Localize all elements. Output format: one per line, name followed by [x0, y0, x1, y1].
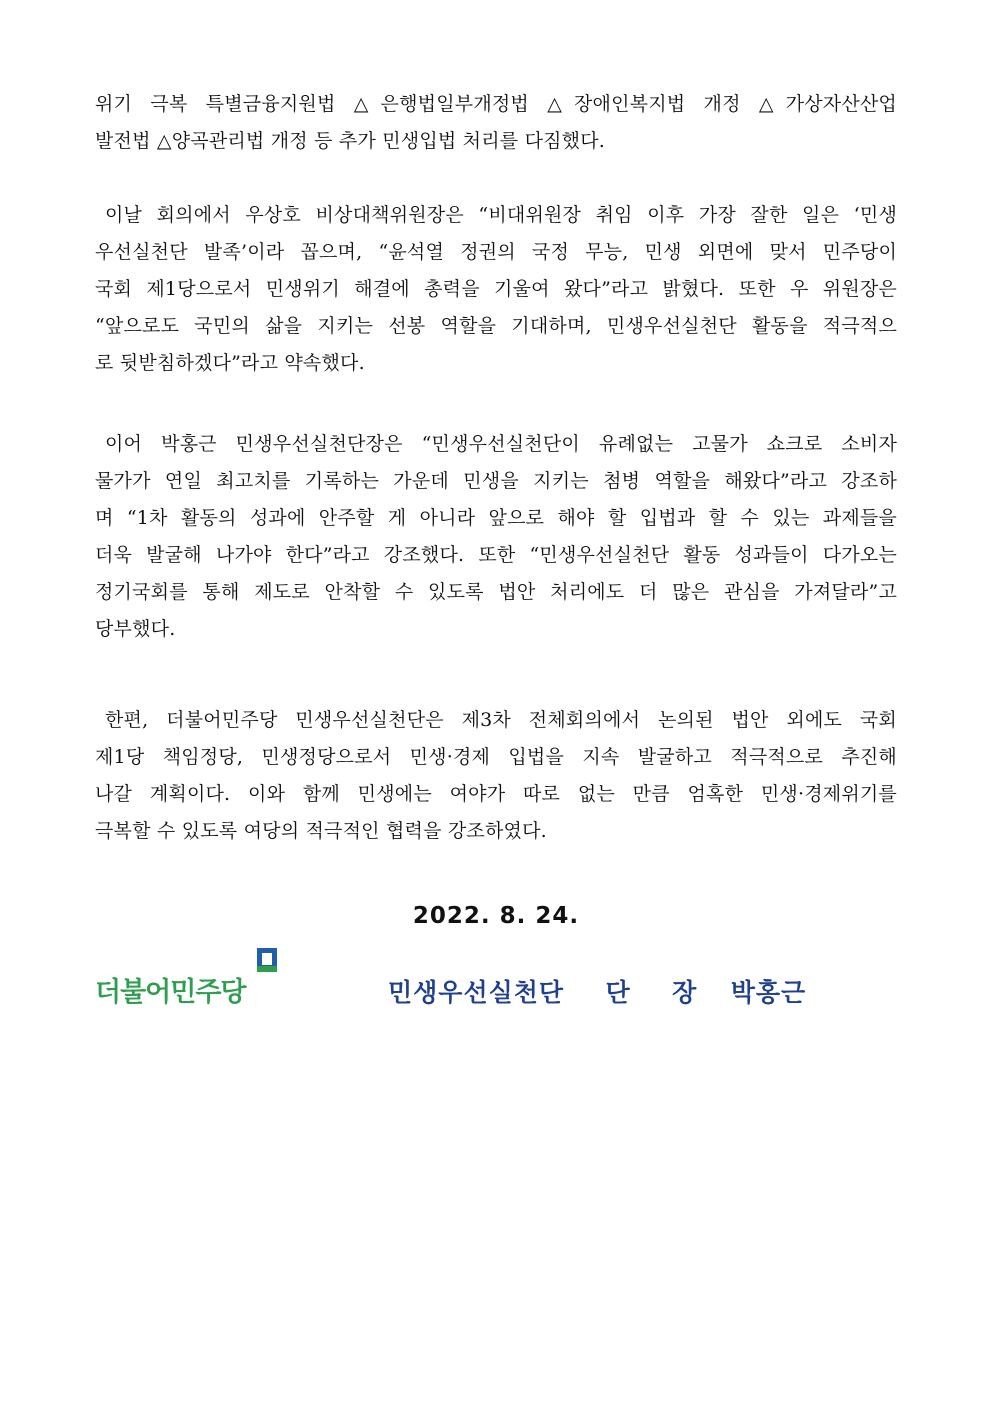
text-line: 발전법 △양곡관리법 개정 등 추가 민생입법 처리를 다짐했다.: [95, 130, 606, 152]
paragraph-3: [95, 426, 897, 648]
paragraph-4: [95, 702, 897, 850]
text-line-content: 이날 회의에서 우상호 비상대책위원장은 “비대위원장 취임 이후 가장 잘한 일은 ‘민생: [105, 204, 897, 226]
text-line: [95, 197, 897, 234]
text-line-content: 이어 박홍근 민생우선실천단장은 “민생우선실천단이 유례없는 고물가 쇼크로 소비자: [105, 433, 897, 455]
text-line: 로 뒷받침하겠다”라고 약속했다.: [95, 352, 365, 374]
text-line: 정기국회를 통해 제도로 안착할 수 있도록 법안 처리에도 더 많은 관심을 가져달라”고: [95, 581, 897, 603]
text-line: [95, 426, 897, 463]
party-logo-text: 더불어민주당: [95, 977, 246, 1008]
signature-org: 민생우선실천단: [388, 978, 565, 1007]
signature-name: 박홍근: [730, 978, 807, 1007]
text-line-content: 한편, 더불어민주당 민생우선실천단은 제3차 전체회의에서 논의된 법안 외에도 국회: [105, 709, 897, 731]
text-line: 국회 제1당으로서 민생위기 해결에 총력을 기울여 왔다”라고 밝혔다. 또한 우 위원장은: [95, 278, 897, 300]
text-line: 제1당 책임정당, 민생정당으로서 민생·경제 입법을 지속 발굴하고 적극적으로 추진해: [95, 746, 897, 768]
text-line: 더욱 발굴해 나가야 한다”라고 강조했다. 또한 “민생우선실천단 활동 성과들이 다가오는: [95, 544, 897, 566]
text-line: 나갈 계획이다. 이와 함께 민생에는 여야가 따로 없는 만큼 엄혹한 민생·경제위기를: [95, 783, 897, 805]
paragraph-1: [95, 86, 897, 160]
signature: [388, 973, 806, 1009]
party-logo-mark-icon: [257, 948, 277, 972]
document-date: 2022. 8. 24.: [412, 903, 580, 929]
text-line: 우선실천단 발족’이라 꼽으며, “윤석열 정권의 국정 무능, 민생 외면에 맞서 민주당이: [95, 241, 897, 263]
party-logo: [95, 948, 285, 1008]
text-line: [95, 702, 897, 739]
text-line: “앞으로도 국민의 삶을 지키는 선봉 역할을 기대하며, 민생우선실천단 활동을 적극적으: [95, 315, 897, 337]
text-line: 물가가 연일 최고치를 기록하는 가운데 민생을 지키는 첨병 역할을 해왔다”라고 강조하: [95, 470, 897, 492]
text-line: 당부했다.: [95, 618, 176, 640]
signature-title-2: 장: [672, 978, 698, 1007]
text-line: 며 “1차 활동의 성과에 안주할 게 아니라 앞으로 해야 할 입법과 할 수 있는 과제들을: [95, 507, 897, 529]
signature-title-1: 단: [605, 978, 631, 1007]
text-line: 극복할 수 있도록 여당의 적극적인 협력을 강조하였다.: [95, 820, 547, 842]
text-line: 위기 극복 특별금융지원법 △은행법일부개정법 △장애인복지법 개정 △가상자산산업: [95, 93, 897, 115]
paragraph-2: [95, 197, 897, 382]
